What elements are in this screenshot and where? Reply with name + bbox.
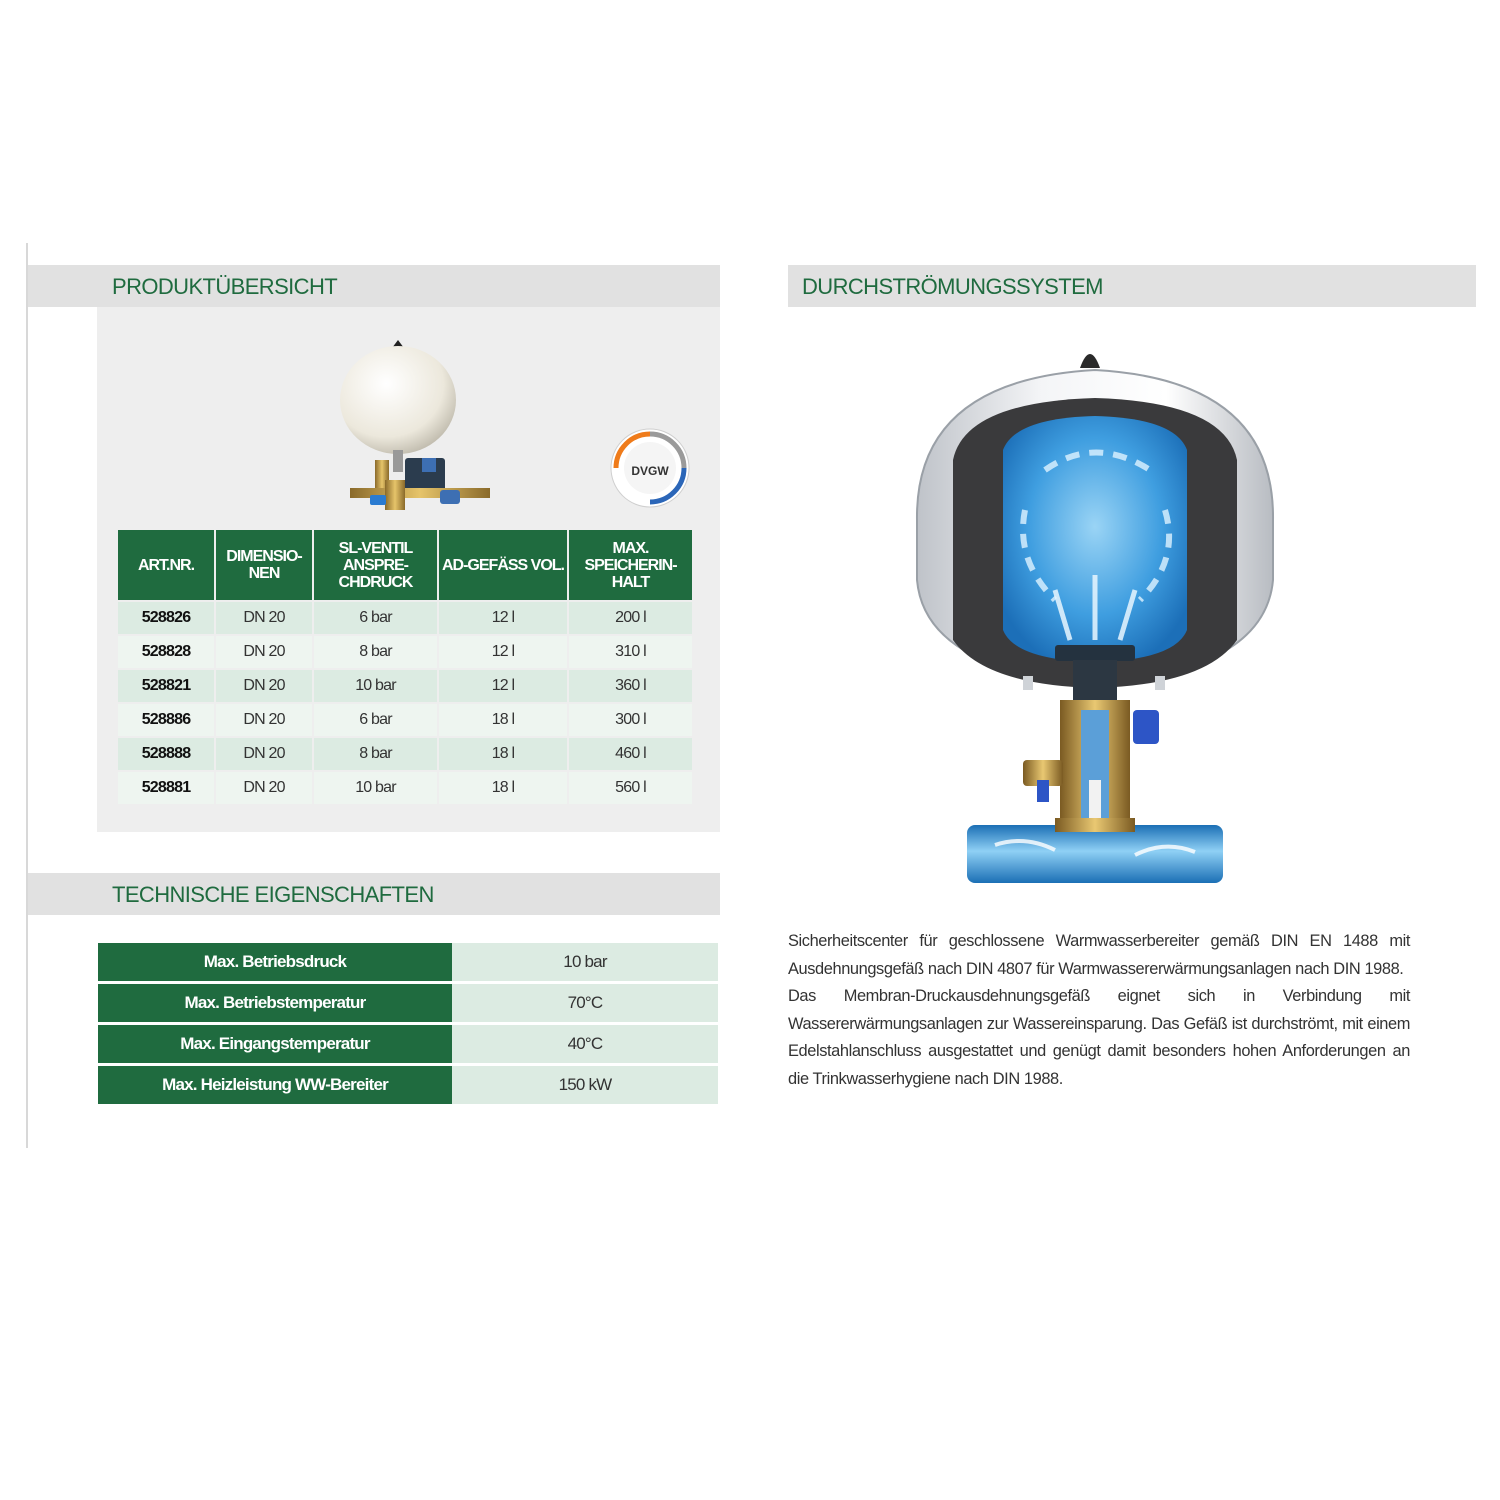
table-row (118, 602, 692, 634)
cell-pressure: 6 bar (314, 602, 437, 634)
flow-system-title: DURCHSTRÖMUNGSSYSTEM (802, 274, 1103, 299)
left-vertical-rule (26, 243, 28, 1148)
table-row (98, 943, 718, 981)
header-vessel-volume: AD-GEFÄSS VOL. (439, 530, 567, 600)
cell-dimension: DN 20 (216, 772, 312, 804)
table-row (118, 772, 692, 804)
product-table (116, 528, 694, 806)
tech-value: 150 kW (452, 1066, 718, 1104)
cell-volume: 18 l (439, 738, 567, 770)
cell-dimension: DN 20 (216, 738, 312, 770)
table-row (118, 738, 692, 770)
cell-art-nr: 528886 (118, 704, 214, 736)
cell-art-nr: 528821 (118, 670, 214, 702)
cell-dimension: DN 20 (216, 602, 312, 634)
cell-pressure: 10 bar (314, 772, 437, 804)
flow-system-header (788, 265, 1476, 307)
cell-art-nr: 528888 (118, 738, 214, 770)
header-max-storage: MAX. SPEICHERIN-HALT (569, 530, 692, 600)
flow-system-description (788, 928, 1410, 1093)
tech-label: Max. Heizleistung WW-Bereiter (98, 1066, 452, 1104)
table-row (118, 670, 692, 702)
flow-through-vessel-cutaway-illustration (905, 340, 1285, 900)
technical-properties-table (98, 940, 718, 1107)
cell-pressure: 10 bar (314, 670, 437, 702)
cell-art-nr: 528826 (118, 602, 214, 634)
tech-value: 70°C (452, 984, 718, 1022)
cell-art-nr: 528881 (118, 772, 214, 804)
header-safety-valve-pressure: SL-VENTIL ANSPRE-CHDRUCK (314, 530, 437, 600)
cell-volume: 12 l (439, 602, 567, 634)
cell-dimension: DN 20 (216, 636, 312, 668)
product-table-header-row (118, 530, 692, 600)
cell-storage: 460 l (569, 738, 692, 770)
table-row (118, 636, 692, 668)
tech-label: Max. Eingangstemperatur (98, 1025, 452, 1063)
dvgw-certification-badge (608, 426, 692, 510)
table-row (98, 984, 718, 1022)
cell-pressure: 6 bar (314, 704, 437, 736)
cell-storage: 360 l (569, 670, 692, 702)
cell-storage: 300 l (569, 704, 692, 736)
cell-volume: 12 l (439, 670, 567, 702)
technical-properties-title: TECHNISCHE EIGENSCHAFTEN (112, 882, 434, 907)
description-paragraph-2: Das Membran-Druckausdehnungsgefäß eignet sich in Verbindung mit Wassererwärmungsanlagen zur Wassereinsparung. Das Gefäß ist durchströmt, mit einem Edelstahlanschluss ausgestattet und genügt damit besonders hohen Anforderungen an die Trinkwasserhygiene nach DIN 1988. (788, 987, 1410, 1088)
expansion-vessel-product-image (330, 340, 500, 515)
cell-volume: 18 l (439, 772, 567, 804)
table-row (98, 1066, 718, 1104)
tech-label: Max. Betriebsdruck (98, 943, 452, 981)
technical-properties-header (28, 873, 720, 915)
cell-volume: 18 l (439, 704, 567, 736)
cell-pressure: 8 bar (314, 636, 437, 668)
cell-storage: 560 l (569, 772, 692, 804)
tech-value: 40°C (452, 1025, 718, 1063)
product-overview-header (28, 265, 720, 307)
cell-volume: 12 l (439, 636, 567, 668)
cell-art-nr: 528828 (118, 636, 214, 668)
cell-dimension: DN 20 (216, 670, 312, 702)
cell-dimension: DN 20 (216, 704, 312, 736)
dvgw-badge-text: DVGW (631, 464, 669, 478)
tech-value: 10 bar (452, 943, 718, 981)
table-row (118, 704, 692, 736)
cell-storage: 200 l (569, 602, 692, 634)
description-paragraph-1: Sicherheitscenter für geschlossene Warmwasserbereiter gemäß DIN EN 1488 mit Ausdehnungsgefäß nach DIN 4807 für Warmwassererwärmungsanlagen nach DIN 1988. (788, 932, 1410, 978)
table-row (98, 1025, 718, 1063)
cell-storage: 310 l (569, 636, 692, 668)
product-overview-title: PRODUKTÜBERSICHT (112, 274, 338, 299)
header-art-nr: ART.NR. (118, 530, 214, 600)
tech-label: Max. Betriebstemperatur (98, 984, 452, 1022)
cell-pressure: 8 bar (314, 738, 437, 770)
header-dimensions: DIMENSIO-NEN (216, 530, 312, 600)
